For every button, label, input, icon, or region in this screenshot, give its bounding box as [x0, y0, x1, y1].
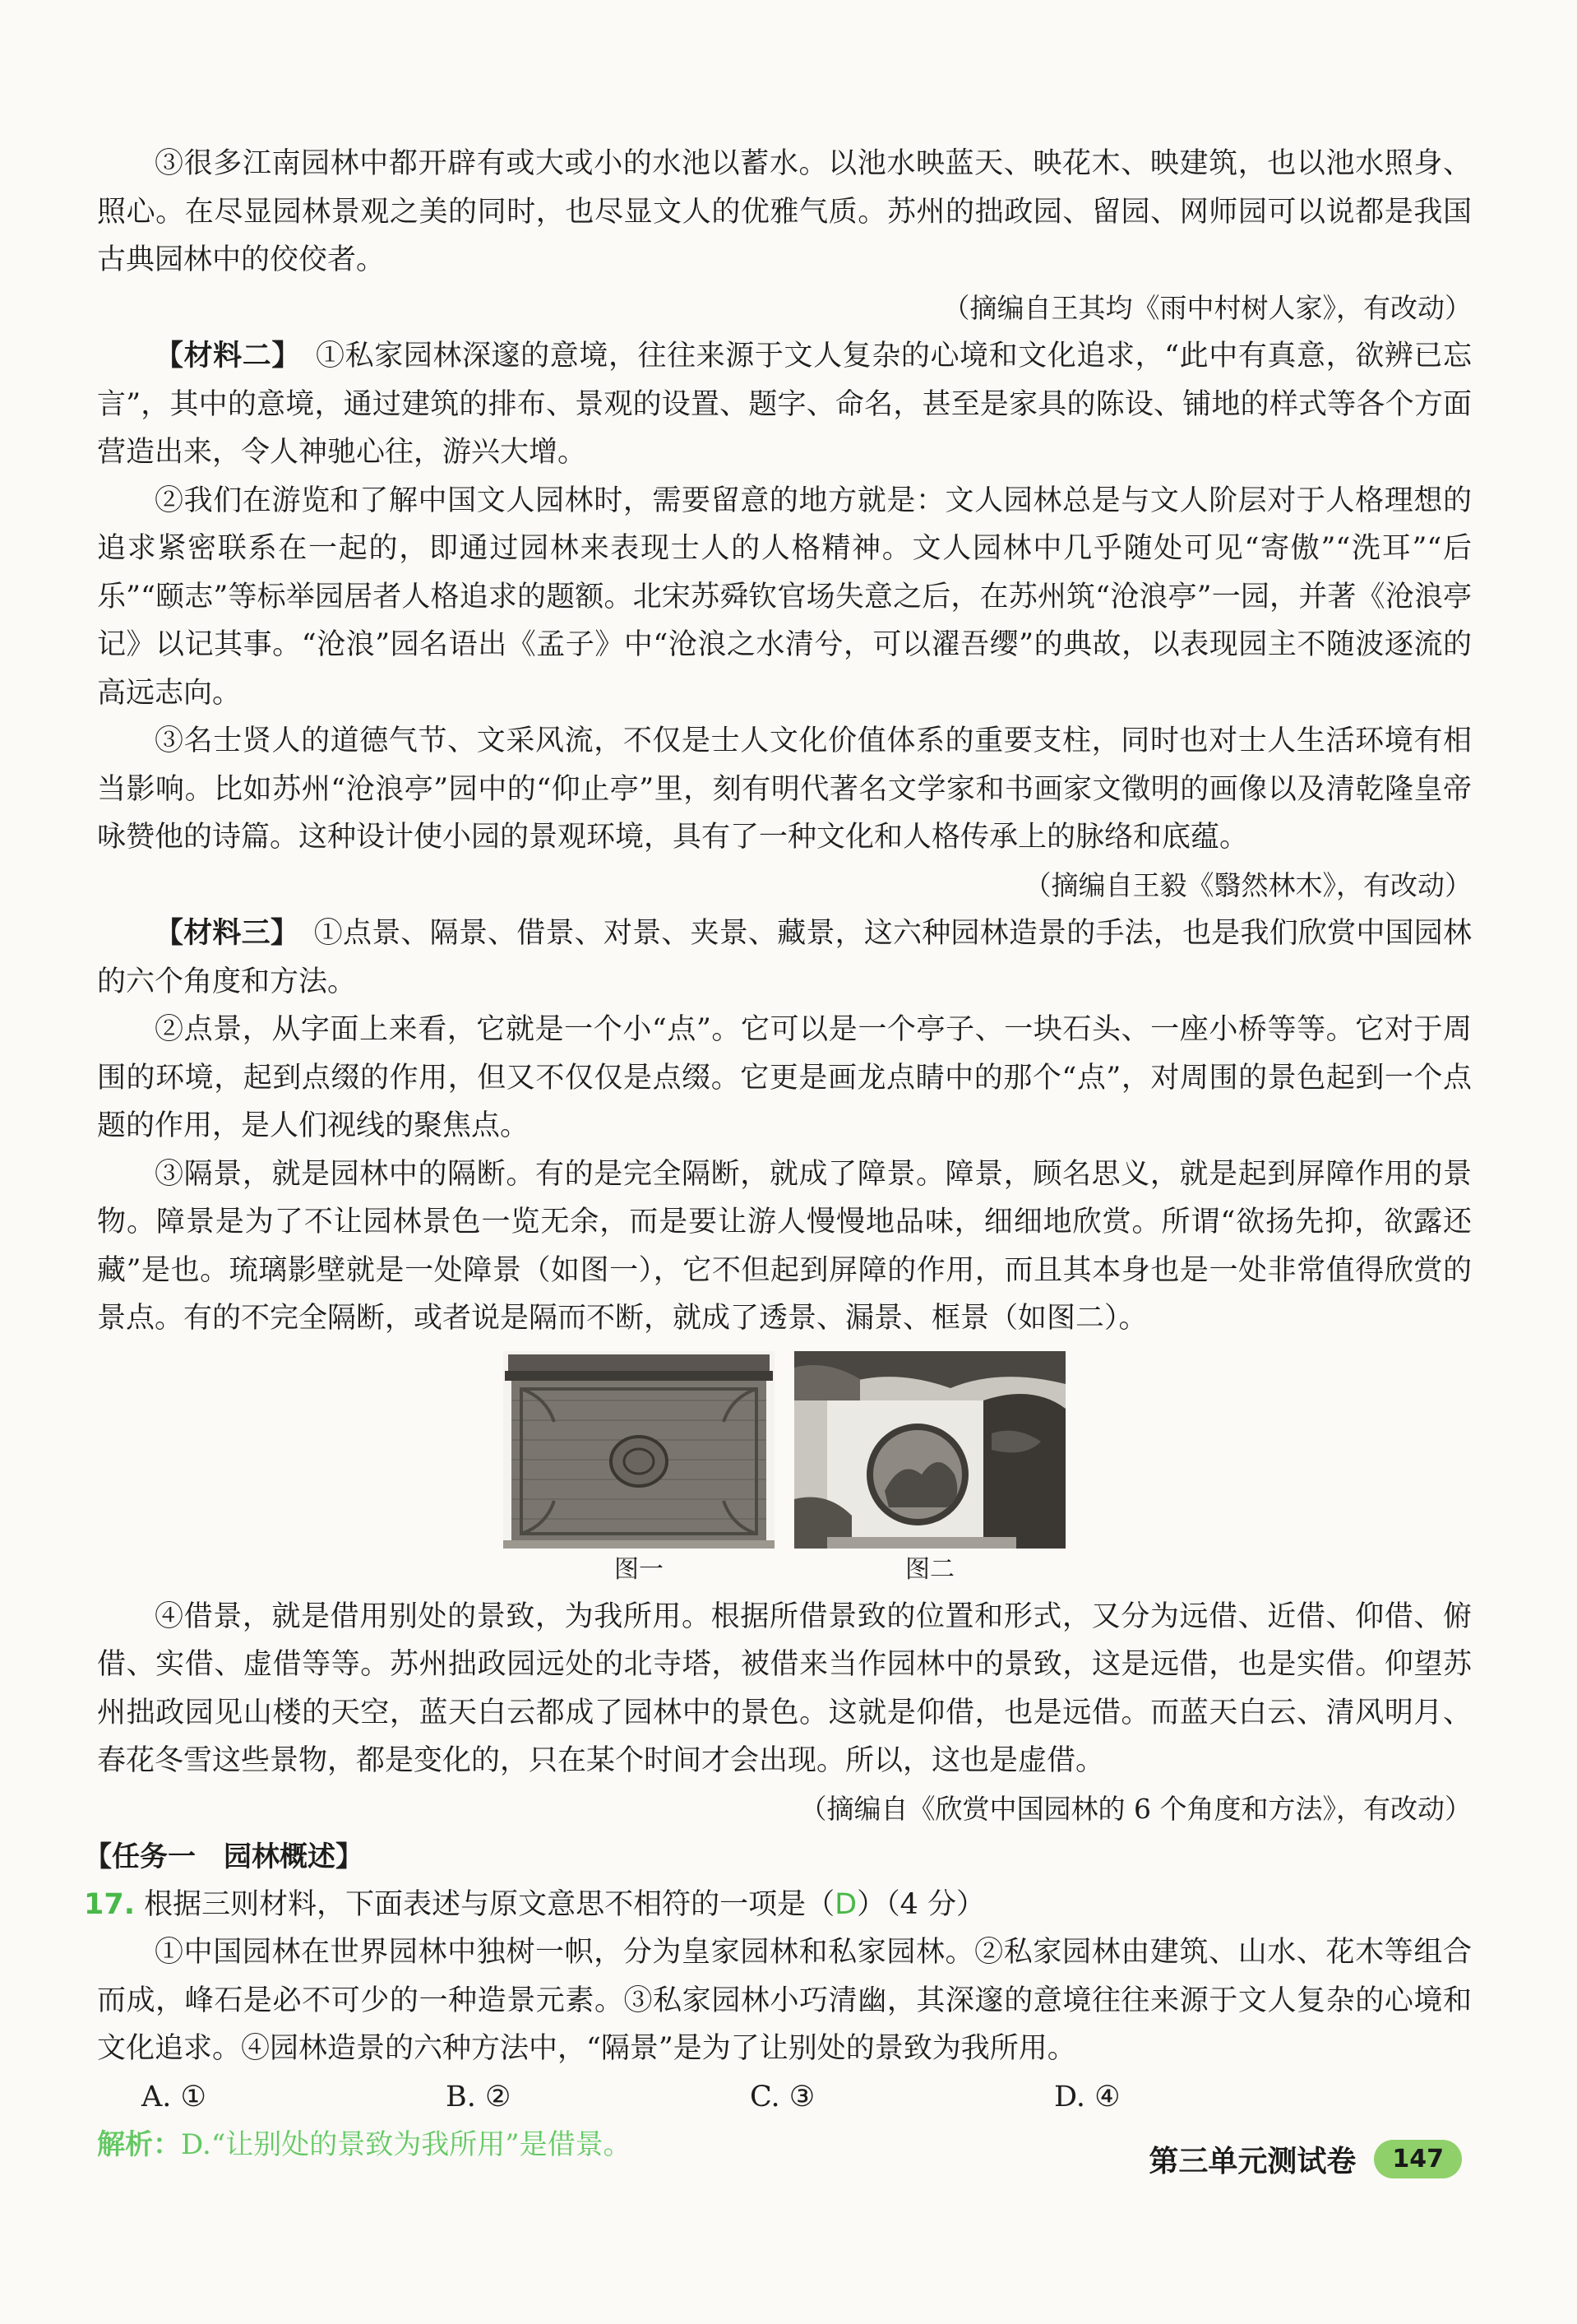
page-number-badge: 147: [1374, 2140, 1462, 2178]
material3-label: 【材料三】: [155, 917, 285, 950]
material2-label: 【材料二】: [155, 340, 287, 373]
screen-wall-photo: [503, 1351, 775, 1549]
page-footer: [1149, 2138, 1462, 2180]
option-c[interactable]: C. ③: [750, 2080, 816, 2113]
material3-paragraph-1: [97, 910, 1472, 1006]
options-row: [97, 2073, 1472, 2121]
moon-gate-photo: [794, 1351, 1066, 1549]
question-text-after: ）（4 分）: [857, 1888, 986, 1921]
question-text-before: 根据三则材料，下面表述与原文意思不相符的一项是（: [144, 1888, 835, 1921]
question-17: [84, 1881, 1472, 1928]
material2-p1-text: ①私家园林深邃的意境，往往来源于文人复杂的心境和文化追求，“此中有真意，欲辨已忘言”，其中的意境，通过建筑的排布、景观的设置、题字、命名，甚至是家具的陈设、铺地的样式等各个方面营造出来，令人神驰心往，游兴大增。: [97, 340, 1472, 469]
figure-1-caption: 图一: [614, 1554, 664, 1584]
explanation-label: 解析：: [97, 2127, 181, 2161]
paragraph-ponds: ③很多江南园林中都开辟有或大或小的水池以蓄水。以池水映蓝天、映花木、映建筑，也以池水照身、照心。在尽显园林景观之美的同时，也尽显文人的优雅气质。苏州的拙政园、留园、网师园可以说都是我国古典园林中的佼佼者。: [97, 147, 1472, 276]
option-b[interactable]: B. ②: [446, 2080, 511, 2113]
material3-paragraph-3: ③隔景，就是园林中的隔断。有的是完全隔断，就成了障景。障景，顾名思义，就是起到屏障作用的景物。障景是为了不让园林景色一览无余，而是要让游人慢慢地品味，细细地欣赏。所谓“欲扬先抑，欲露还藏”是也。琉璃影壁就是一处障景（如图一），它不但起到屏障的作用，而且其本身也是一处非常值得欣赏的景点。有的不完全隔断，或者说是隔而不断，就成了透景、漏景、框景（如图二）。: [97, 1157, 1472, 1335]
explanation-text: D.“让别处的景致为我所用”是借景。: [181, 2127, 631, 2161]
question-statement: ①中国园林在世界园林中独树一帜，分为皇家园林和私家园林。②私家园林由建筑、山水、花木等组合而成，峰石是必不可少的一种造景元素。③私家园林小巧清幽，其深邃的意境往往来源于文人复杂的心境和文化追求。④园林造景的六种方法中，“隔景”是为了让别处的景致为我所用。: [97, 1936, 1472, 2065]
unit-title: 第三单元测试卷: [1149, 2145, 1357, 2178]
material3-p1-text: ①点景、隔景、借景、对景、夹景、藏景，这六种园林造景的手法，也是我们欣赏中国园林的六个角度和方法。: [97, 917, 1472, 998]
answer-mark: D: [835, 1888, 858, 1921]
page-content: [84, 140, 1472, 2169]
option-a[interactable]: A. ①: [141, 2080, 206, 2113]
figure-1: [503, 1351, 775, 1588]
task-1-title: 【任务一 园林概述】: [84, 1840, 363, 1873]
question-number: 17.: [84, 1888, 136, 1921]
figure-2: [794, 1351, 1066, 1588]
material2-paragraph-2: ②我们在游览和了解中国文人园林时，需要留意的地方就是：文人园林总是与文人阶层对于人格理想的追求紧密联系在一起的，即通过园林来表现士人的人格精神。文人园林中几乎随处可见“寄傲”“洗耳”“后乐”“颐志”等标举园居者人格追求的题额。北宋苏舜钦官场失意之后，在苏州筑“沧浪亭”一园，并著《沧浪亭记》以记其事。“沧浪”园名语出《孟子》中“沧浪之水清兮，可以濯吾缨”的典故，以表现园主不随波逐流的高远志向。: [97, 484, 1472, 710]
material3-paragraph-4: ④借景，就是借用别处的景致，为我所用。根据所借景致的位置和形式，又分为远借、近借、仰借、俯借、实借、虚借等等。苏州拙政园远处的北寺塔，被借来当作园林中的景致，这是远借，也是实借。仰望苏州拙政园见山楼的天空，蓝天白云都成了园林中的景色。这就是仰借，也是远借。而蓝天白云、清风明月、春花冬雪这些景物，都是变化的，只在某个时间才会出现。所以，这也是虚借。: [97, 1599, 1472, 1777]
source-note-1: （摘编自王其均《雨中村树人家》，有改动）: [942, 291, 1472, 324]
figures-row: [97, 1351, 1472, 1590]
source-note-3: （摘编自《欣赏中国园林的 6 个角度和方法》，有改动）: [799, 1792, 1472, 1825]
option-d[interactable]: D. ④: [1054, 2080, 1121, 2113]
source-note-2: （摘编自王毅《翳然林木》，有改动）: [1024, 868, 1472, 901]
figure-2-caption: 图二: [905, 1554, 955, 1584]
material2-paragraph-3: ③名士贤人的道德气节、文采风流，不仅是士人文化价值体系的重要支柱，同时也对士人生活环境有相当影响。比如苏州“沧浪亭”园中的“仰止亭”里，刻有明代著名文学家和书画家文徵明的画像以及清乾隆皇帝咏赞他的诗篇。这种设计使小园的景观环境，具有了一种文化和人格传承上的脉络和底蕴。: [97, 725, 1472, 854]
material2-paragraph-1: [97, 332, 1472, 477]
material3-paragraph-2: ②点景，从字面上来看，它就是一个小“点”。它可以是一个亭子、一块石头、一座小桥等等。它对于周围的环境，起到点缀的作用，但又不仅仅是点缀。它更是画龙点睛中的那个“点”，对周围的景色起到一个点题的作用，是人们视线的聚焦点。: [97, 1013, 1472, 1142]
